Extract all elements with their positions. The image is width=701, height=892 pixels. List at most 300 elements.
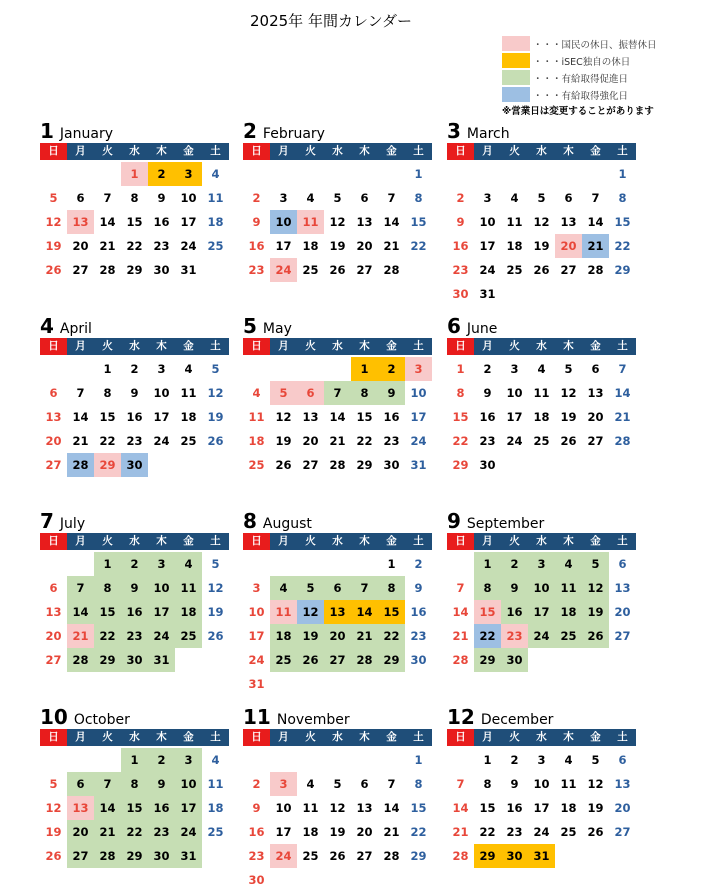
day-cell: 28 [67,648,94,672]
day-cell: 24 [410,434,427,448]
day-cell: 19 [587,801,604,815]
day-cell: 6 [360,191,369,205]
day-cell: 26 [329,263,346,277]
day-cell: 15 [356,410,373,424]
day-cell: 4 [555,552,582,576]
day-cell: 8 [474,576,501,600]
day-cell: 15 [121,796,148,820]
day-cell: 1 [414,753,423,767]
month-july [40,509,230,672]
day-cell: 26 [207,434,224,448]
month-number: 6 [447,314,461,338]
day-cell: 26 [207,629,224,643]
month-header [243,119,433,143]
day-cell: 7 [591,191,600,205]
day-cell: 21 [67,624,94,648]
empty-cell [40,357,67,381]
weekday-label: 火 [501,143,528,160]
weekday-label: 木 [555,729,582,746]
month-name: July [59,516,86,532]
day-cell: 14 [351,600,378,624]
empty-cell [67,748,94,772]
day-grid [447,748,636,868]
month-number: 10 [40,705,68,729]
weekday-label: 火 [297,338,324,355]
weekday-label: 日 [243,338,270,355]
day-cell: 23 [153,239,170,253]
day-cell: 18 [533,410,550,424]
day-cell: 25 [270,648,297,672]
day-cell: 8 [618,191,627,205]
day-cell: 30 [148,844,175,868]
weekday-label: 日 [40,143,67,160]
weekday-header [40,533,230,550]
weekday-label: 土 [609,143,636,160]
month-october [40,705,230,868]
day-cell: 5 [211,557,220,571]
day-cell: 12 [582,576,609,600]
day-cell: 12 [329,215,346,229]
day-cell: 8 [103,386,112,400]
day-cell: 19 [329,825,346,839]
weekday-label: 金 [175,143,202,160]
weekday-label: 金 [582,143,609,160]
weekday-label: 木 [351,729,378,746]
day-cell: 14 [452,801,469,815]
day-cell: 6 [49,386,58,400]
month-january [40,119,230,282]
day-cell: 6 [297,381,324,405]
weekday-label: 月 [474,143,501,160]
day-cell: 18 [560,801,577,815]
day-cell: 20 [45,434,62,448]
day-cell: 10 [248,605,265,619]
day-cell: 28 [383,849,400,863]
day-cell: 26 [582,624,609,648]
day-cell: 17 [153,410,170,424]
month-november [243,705,433,892]
weekday-label: 水 [528,533,555,550]
day-cell: 9 [501,576,528,600]
empty-cell [324,357,351,381]
day-cell: 23 [126,434,143,448]
day-cell: 21 [351,624,378,648]
weekday-label: 水 [528,729,555,746]
day-cell: 7 [103,191,112,205]
empty-cell [270,357,297,381]
weekday-header [40,338,230,355]
day-cell: 9 [510,777,519,791]
legend-swatch [502,70,530,85]
weekday-label: 金 [175,729,202,746]
day-cell: 16 [452,239,469,253]
day-cell: 1 [387,557,396,571]
month-header [447,314,637,338]
weekday-label: 木 [351,338,378,355]
weekday-label: 火 [297,533,324,550]
day-cell: 4 [270,576,297,600]
month-name: June [466,321,498,337]
day-cell: 5 [297,576,324,600]
day-cell: 9 [483,386,492,400]
month-number: 7 [40,509,54,533]
legend-label: ・・・有給取得強化日 [533,90,629,102]
day-cell: 27 [587,434,604,448]
weekday-label: 日 [447,143,474,160]
day-cell: 9 [456,215,465,229]
day-cell: 2 [378,357,405,381]
legend-swatch [502,36,530,51]
day-cell: 27 [614,629,631,643]
day-cell: 25 [175,624,202,648]
day-cell: 8 [483,777,492,791]
day-cell: 22 [99,434,116,448]
empty-cell [351,162,378,186]
empty-cell [243,748,270,772]
day-cell: 11 [302,801,319,815]
day-cell: 26 [45,849,62,863]
empty-cell [528,162,555,186]
day-cell: 3 [483,191,492,205]
day-cell: 24 [506,434,523,448]
day-cell: 19 [297,624,324,648]
weekday-label: 木 [555,143,582,160]
day-cell: 12 [207,386,224,400]
day-cell: 29 [614,263,631,277]
day-cell: 10 [533,777,550,791]
day-cell: 10 [180,191,197,205]
legend-label: ・・・国民の休日、振替休日 [533,39,657,51]
day-cell: 11 [506,215,523,229]
month-header [447,705,637,729]
day-cell: 21 [72,434,89,448]
day-cell: 31 [248,677,265,691]
day-cell: 11 [248,410,265,424]
day-cell: 30 [248,873,265,887]
day-cell: 21 [99,239,116,253]
day-cell: 5 [564,362,573,376]
day-cell: 24 [248,653,265,667]
day-grid [40,162,229,282]
day-cell: 7 [324,381,351,405]
day-cell: 21 [614,410,631,424]
day-cell: 27 [356,263,373,277]
weekday-label: 木 [148,533,175,550]
day-cell: 23 [501,624,528,648]
weekday-label: 金 [582,729,609,746]
day-cell: 24 [270,258,297,282]
day-cell: 9 [121,576,148,600]
day-cell: 19 [45,825,62,839]
day-cell: 2 [483,362,492,376]
weekday-label: 木 [555,533,582,550]
empty-cell [324,162,351,186]
day-cell: 24 [175,820,202,844]
day-cell: 2 [121,552,148,576]
day-cell: 20 [324,624,351,648]
day-cell: 18 [506,239,523,253]
weekday-label: 月 [270,533,297,550]
day-cell: 11 [297,210,324,234]
day-cell: 26 [275,458,292,472]
day-grid [40,748,229,868]
empty-cell [378,162,405,186]
legend-note: ※営業日は変更することがあります [502,106,654,117]
day-cell: 18 [270,624,297,648]
day-cell: 12 [533,215,550,229]
legend-swatch [502,53,530,68]
day-cell: 1 [456,362,465,376]
empty-cell [351,748,378,772]
legend-label: ・・・有給取得促進日 [533,73,629,85]
day-cell: 23 [410,629,427,643]
day-cell: 30 [153,263,170,277]
day-cell: 4 [306,191,315,205]
day-cell: 3 [537,753,546,767]
day-cell: 24 [479,263,496,277]
weekday-label: 土 [609,533,636,550]
day-cell: 4 [564,753,573,767]
weekday-label: 火 [501,729,528,746]
day-cell: 14 [329,410,346,424]
day-cell: 2 [148,748,175,772]
day-cell: 25 [248,458,265,472]
day-cell: 25 [555,624,582,648]
day-cell: 18 [302,825,319,839]
day-cell: 5 [582,552,609,576]
day-grid [447,162,636,306]
day-cell: 11 [207,777,224,791]
day-cell: 23 [479,434,496,448]
month-number: 1 [40,119,54,143]
day-cell: 25 [302,263,319,277]
day-cell: 14 [452,605,469,619]
day-cell: 18 [555,600,582,624]
day-cell: 22 [356,434,373,448]
day-cell: 17 [528,600,555,624]
empty-cell [474,162,501,186]
weekday-label: 土 [405,338,432,355]
empty-cell [297,357,324,381]
day-cell: 13 [45,410,62,424]
weekday-label: 水 [121,338,148,355]
day-cell: 2 [252,777,261,791]
empty-cell [94,748,121,772]
day-cell: 17 [506,410,523,424]
day-cell: 14 [72,410,89,424]
day-cell: 6 [67,772,94,796]
day-cell: 6 [564,191,573,205]
day-cell: 29 [356,458,373,472]
day-cell: 4 [252,386,261,400]
day-cell: 17 [410,410,427,424]
month-june [447,314,637,477]
weekday-label: 金 [378,143,405,160]
legend [502,35,657,103]
day-cell: 27 [560,263,577,277]
weekday-label: 土 [405,729,432,746]
day-cell: 7 [76,386,85,400]
day-cell: 13 [67,210,94,234]
day-cell: 9 [157,191,166,205]
day-cell: 1 [121,748,148,772]
day-cell: 8 [378,576,405,600]
day-cell: 2 [501,552,528,576]
month-name: December [480,712,554,728]
empty-cell [501,162,528,186]
day-cell: 27 [614,825,631,839]
day-cell: 6 [49,581,58,595]
day-cell: 10 [479,215,496,229]
weekday-label: 木 [351,143,378,160]
day-cell: 19 [329,239,346,253]
empty-cell [67,162,94,186]
empty-cell [270,552,297,576]
weekday-header [40,143,230,160]
empty-cell [297,162,324,186]
day-cell: 28 [351,648,378,672]
day-cell: 30 [479,458,496,472]
day-cell: 17 [248,629,265,643]
day-cell: 19 [207,410,224,424]
day-cell: 3 [157,362,166,376]
day-cell: 10 [528,576,555,600]
weekday-label: 月 [67,143,94,160]
legend-swatch [502,87,530,102]
weekday-header [447,533,637,550]
day-cell: 28 [587,263,604,277]
weekday-label: 金 [378,533,405,550]
day-cell: 19 [45,239,62,253]
weekday-label: 水 [324,729,351,746]
day-cell: 3 [510,362,519,376]
legend-label: ・・・iSEC独自の休日 [533,56,631,68]
month-march [447,119,637,306]
empty-cell [324,748,351,772]
day-cell: 20 [614,801,631,815]
day-cell: 22 [410,825,427,839]
day-cell: 9 [148,772,175,796]
day-cell: 24 [270,844,297,868]
day-cell: 23 [248,849,265,863]
month-number: 11 [243,705,271,729]
day-cell: 15 [378,600,405,624]
day-cell: 29 [94,453,121,477]
day-cell: 9 [252,215,261,229]
day-cell: 2 [510,753,519,767]
day-cell: 5 [49,191,58,205]
day-cell: 28 [452,653,469,667]
day-cell: 23 [383,434,400,448]
day-cell: 27 [45,653,62,667]
day-cell: 23 [452,263,469,277]
day-grid [243,357,432,477]
empty-cell [351,552,378,576]
day-cell: 2 [130,362,139,376]
month-number: 9 [447,509,461,533]
day-cell: 26 [45,263,62,277]
empty-cell [270,162,297,186]
day-cell: 6 [360,777,369,791]
day-cell: 11 [180,386,197,400]
day-cell: 8 [351,381,378,405]
day-cell: 20 [356,239,373,253]
month-may [243,314,433,477]
month-number: 2 [243,119,257,143]
month-header [40,509,230,533]
weekday-label: 木 [555,338,582,355]
day-cell: 15 [410,801,427,815]
weekday-label: 土 [405,143,432,160]
weekday-label: 水 [121,533,148,550]
day-cell: 9 [378,381,405,405]
day-cell: 29 [452,458,469,472]
day-cell: 18 [248,434,265,448]
day-cell: 20 [614,605,631,619]
day-cell: 23 [248,263,265,277]
day-cell: 30 [501,648,528,672]
day-cell: 18 [180,410,197,424]
weekday-label: 月 [67,729,94,746]
weekday-label: 土 [609,729,636,746]
day-cell: 17 [148,600,175,624]
day-cell: 30 [452,287,469,301]
month-name: April [59,321,92,337]
month-header [243,705,433,729]
month-december [447,705,637,868]
day-cell: 6 [76,191,85,205]
weekday-label: 木 [148,338,175,355]
day-cell: 17 [479,239,496,253]
day-cell: 15 [410,215,427,229]
month-header [40,119,230,143]
day-cell: 14 [94,796,121,820]
day-cell: 12 [45,801,62,815]
weekday-label: 金 [175,338,202,355]
day-cell: 16 [501,600,528,624]
weekday-label: 水 [324,533,351,550]
day-cell: 4 [211,753,220,767]
weekday-label: 火 [94,533,121,550]
day-cell: 27 [67,844,94,868]
day-cell: 16 [153,215,170,229]
day-cell: 22 [410,239,427,253]
day-cell: 27 [324,648,351,672]
day-cell: 6 [324,576,351,600]
day-cell: 22 [121,820,148,844]
day-cell: 8 [121,772,148,796]
weekday-header [243,338,433,355]
day-grid [447,552,636,672]
month-header [243,509,433,533]
day-cell: 22 [378,624,405,648]
day-cell: 30 [121,453,148,477]
weekday-header [243,533,433,550]
day-cell: 1 [103,362,112,376]
weekday-label: 金 [582,338,609,355]
weekday-label: 火 [94,143,121,160]
empty-cell [40,748,67,772]
day-cell: 21 [452,629,469,643]
day-cell: 25 [207,239,224,253]
day-cell: 13 [614,777,631,791]
weekday-label: 日 [447,533,474,550]
day-cell: 24 [533,825,550,839]
day-cell: 10 [153,386,170,400]
month-header [40,314,230,338]
day-cell: 16 [410,605,427,619]
weekday-header [447,338,637,355]
